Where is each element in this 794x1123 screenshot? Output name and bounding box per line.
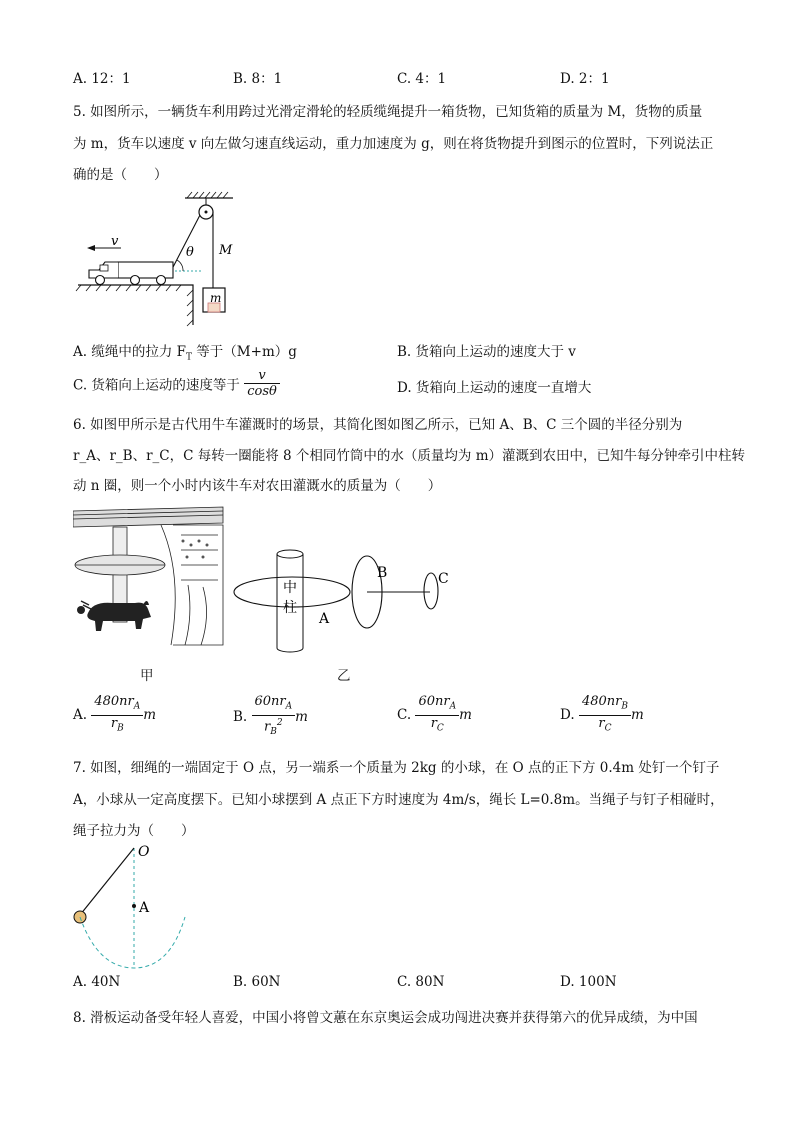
q5-option-d: D. 货箱向上运动的速度一直增大 [397, 380, 592, 396]
q7-stem-line-3: 绳子拉力为（ ） [73, 823, 195, 839]
q7-point-a-label: A [139, 900, 150, 916]
q7-option-d: D. 100N [560, 974, 617, 990]
q8-stem-line-1: 8. 滑板运动备受年轻人喜爱，中国小将曾文蕙在东京奥运会成功闯进决赛并获得第六的优异成绩，为中国 [73, 1010, 698, 1026]
q5-box-mass-label: M [219, 243, 233, 258]
q7-stem-line-1: 7. 如图，细绳的一端固定于 O 点，另一端系一个质量为 2kg 的小球，在 O 点的正下方 0.4m 处钉一个钉子 [73, 760, 720, 776]
q7-option-b: B. 60N [233, 974, 281, 990]
q4-option-d: D. 2：1 [560, 71, 610, 87]
q6-stem-line-2: r_A、r_B、r_C，C 每转一圈能将 8 个相同竹筒中的水（质量均为 m）灌溉到农田中，已知牛每分钟牵引中柱转 [73, 448, 745, 464]
q4-option-b: B. 8：1 [233, 71, 283, 87]
q6-label-b: B [377, 565, 388, 581]
q7-option-c: C. 80N [397, 974, 445, 990]
q5-option-b: B. 货箱向上运动的速度大于 v [397, 344, 576, 360]
q6-figure-jia-label: 甲 [140, 668, 154, 684]
q6-option-c: C. $\frac{60nr_A}{r_C}$ m [397, 694, 472, 734]
q6-pillar-label-1: 中 [283, 580, 297, 596]
q7-stem-line-2: A，小球从一定高度摆下。已知小球摆到 A 点正下方时速度为 4m/s，绳长 L=0.8m。当绳子与钉子相碰时， [73, 792, 724, 808]
q5-truck-pulley-figure [73, 190, 243, 330]
q6-pillar-label-2: 柱 [283, 600, 297, 616]
q6-option-d: D. $\frac{480nr_B}{r_C}$ m [560, 694, 644, 734]
q6-option-a: A. $\frac{480nr_A}{r_B}$ m [73, 694, 157, 734]
q6-option-b: B. $\frac{60nr_A}{r_B^2}$ m [233, 694, 308, 737]
q5-theta-label: θ [186, 245, 194, 260]
q5-stem-line-1: 5. 如图所示，一辆货车利用跨过光滑定滑轮的轻质缆绳提升一箱货物，已知货箱的质量为 M，货物的质量 [73, 104, 703, 120]
q7-point-o-label: O [138, 844, 150, 860]
q5-velocity-label: v [111, 234, 119, 249]
q4-option-a: A. 12：1 [73, 71, 131, 87]
q7-option-a: A. 40N [73, 974, 121, 990]
q6-label-c: C [438, 571, 449, 587]
q5-option-c: C. 货箱向上运动的速度等于 $\frac{v}{\cos\theta}$ [73, 368, 280, 399]
q6-ancient-scene-image [73, 505, 225, 655]
q5-cargo-label: m [210, 291, 222, 305]
q5-option-c-fraction: $\frac{v}{\cos\theta}$ [244, 368, 280, 399]
q5-stem-line-2: 为 m，货车以速度 v 向左做匀速直线运动，重力加速度为 g，则在将货物提升到图示的位置时，下列说法正 [73, 136, 714, 152]
q4-option-c: C. 4：1 [397, 71, 447, 87]
q6-figure-yi-label: 乙 [337, 668, 351, 684]
q6-stem-line-1: 6. 如图甲所示是古代用牛车灌溉时的场景，其简化图如图乙所示，已知 A、B、C 三个圆的半径分别为 [73, 417, 683, 433]
q6-simplified-diagram [230, 545, 460, 655]
q7-pendulum-figure [70, 840, 200, 970]
q5-stem-line-3: 确的是（ ） [73, 167, 168, 183]
q6-label-a: A [319, 611, 330, 627]
q5-option-a: A. 缆绳中的拉力 $F_T$ 等于（M+m）g [73, 344, 297, 363]
q6-stem-line-3: 动 n 圈，则一个小时内该牛车对农田灌溉水的质量为（ ） [73, 478, 442, 494]
